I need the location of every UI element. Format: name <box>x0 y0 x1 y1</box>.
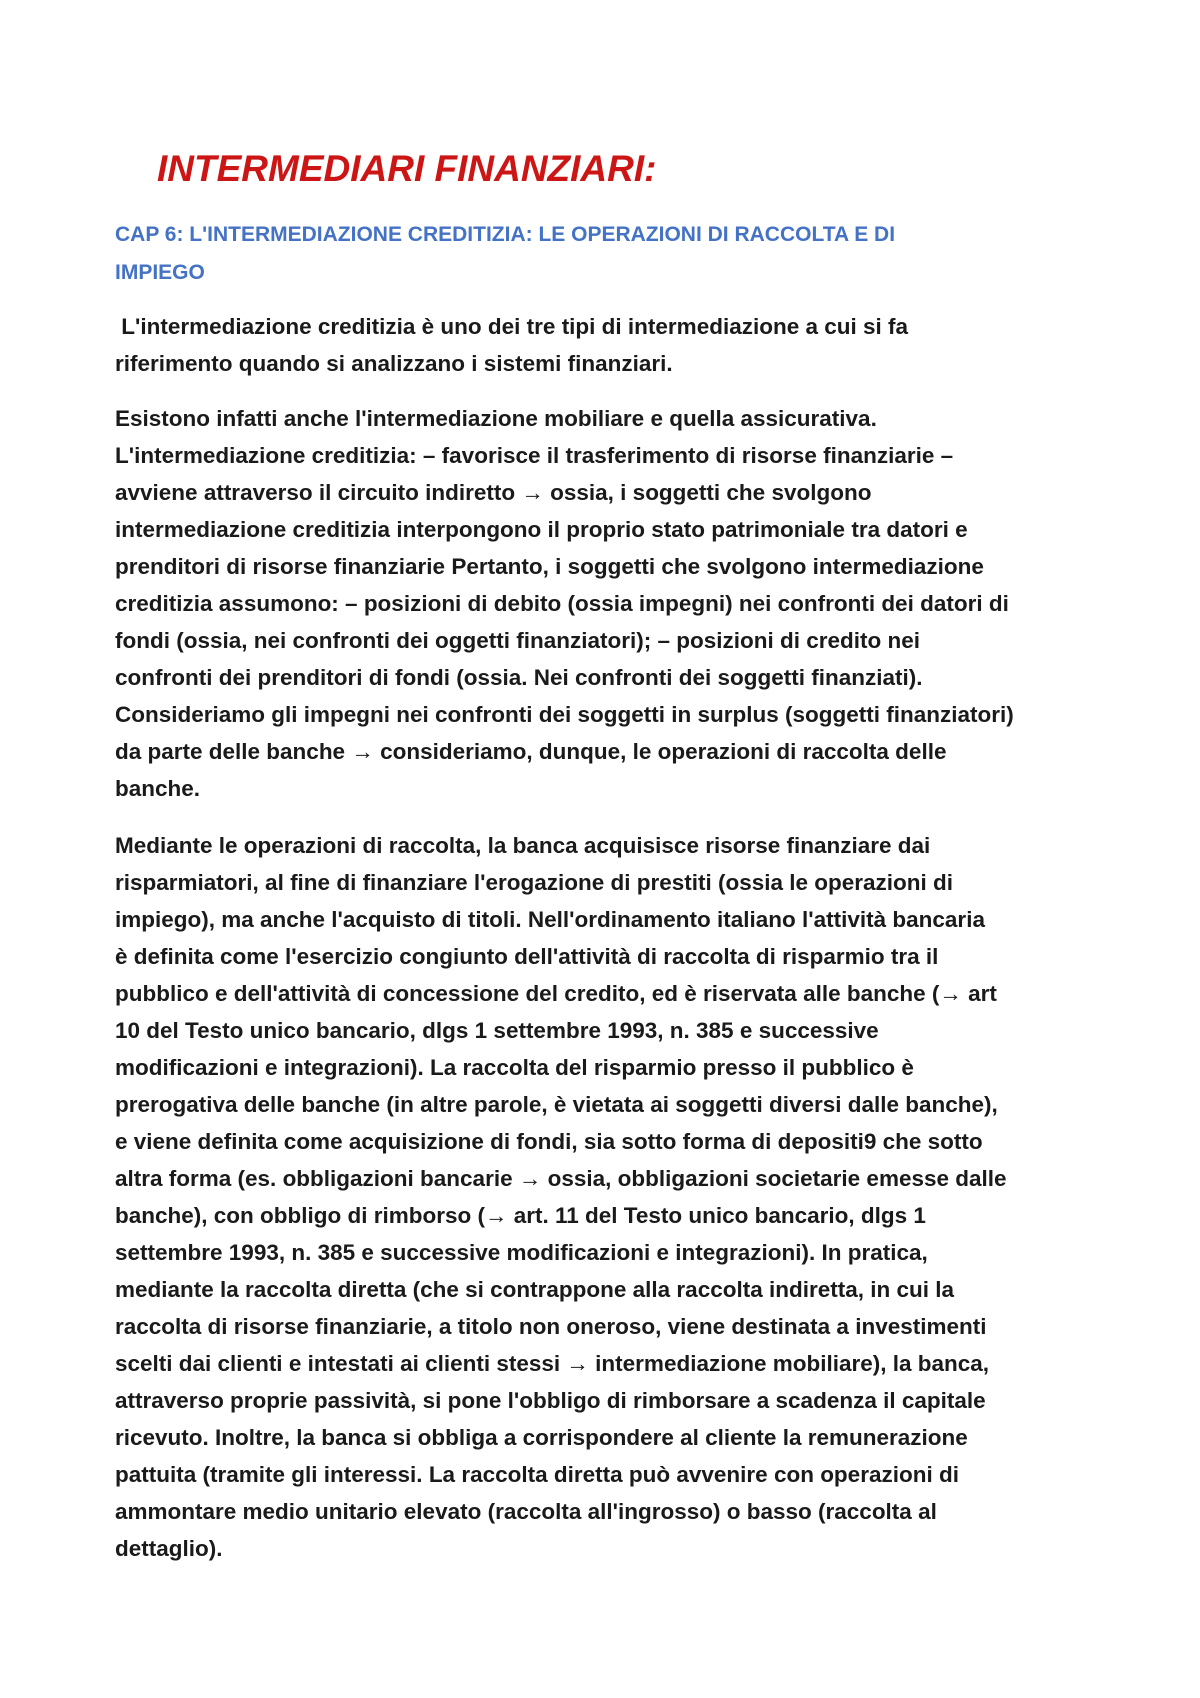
paragraph-line: mediante la raccolta diretta (che si contrappone alla raccolta indiretta, in cui la <box>115 1277 955 1302</box>
paragraph-line: raccolta di risorse finanziarie, a titolo non oneroso, viene destinata a investimenti <box>115 1314 987 1339</box>
paragraph-line: modificazioni e integrazioni). La raccolta del risparmio presso il pubblico è <box>115 1055 914 1080</box>
paragraph-line: avviene attraverso il circuito indiretto → ossia, i soggetti che svolgono <box>115 480 872 505</box>
paragraph-line: creditizia assumono: – posizioni di debito (ossia impegni) nei confronti dei datori di <box>115 591 1009 616</box>
chapter-heading-line: CAP 6: L'INTERMEDIAZIONE CREDITIZIA: LE OPERAZIONI DI RACCOLTA E DI <box>115 223 896 246</box>
chapter-heading-line: IMPIEGO <box>115 261 205 284</box>
paragraph-line: prerogativa delle banche (in altre parole, è vietata ai soggetti diversi dalle banche), <box>115 1092 998 1117</box>
paragraph-line: e viene definita come acquisizione di fondi, sia sotto forma di depositi9 che sotto <box>115 1129 983 1154</box>
paragraph-line: Consideriamo gli impegni nei confronti dei soggetti in surplus (soggetti finanziatori) <box>115 702 1014 727</box>
paragraph-line: è definita come l'esercizio congiunto dell'attività di raccolta di risparmio tra il <box>115 944 939 969</box>
paragraph-line: L'intermediazione creditizia è uno dei tre tipi di intermediazione a cui si fa <box>115 314 909 339</box>
paragraph-line: ricevuto. Inoltre, la banca si obbliga a corrispondere al cliente la remunerazione <box>115 1425 968 1450</box>
paragraph-line: confronti dei prenditori di fondi (ossia. Nei confronti dei soggetti finanziati). <box>115 665 923 690</box>
paragraph-line: riferimento quando si analizzano i sistemi finanziari. <box>115 351 673 376</box>
paragraph-line: 10 del Testo unico bancario, dlgs 1 settembre 1993, n. 385 e successive <box>115 1018 879 1043</box>
paragraph-line: Esistono infatti anche l'intermediazione mobiliare e quella assicurativa. <box>115 406 877 431</box>
paragraph-line: scelti dai clienti e intestati ai clienti stessi → intermediazione mobiliare), la banca, <box>115 1351 990 1376</box>
paragraph-line: settembre 1993, n. 385 e successive modificazioni e integrazioni). In pratica, <box>115 1240 928 1265</box>
paragraph-line: banche. <box>115 776 201 801</box>
paragraph-line: banche), con obbligo di rimborso (→ art. 11 del Testo unico bancario, dlgs 1 <box>115 1203 926 1228</box>
document-title: INTERMEDIARI FINANZIARI: <box>157 148 657 189</box>
chapter-heading <box>115 216 1075 292</box>
paragraph-intro <box>115 308 1115 382</box>
paragraph-line: da parte delle banche → consideriamo, dunque, le operazioni di raccolta delle <box>115 739 947 764</box>
paragraph-line: ammontare medio unitario elevato (raccolta all'ingrosso) o basso (raccolta al <box>115 1499 937 1524</box>
paragraph-raccolta <box>115 827 1115 1567</box>
paragraph-line: dettaglio). <box>115 1536 223 1561</box>
paragraph-line: risparmiatori, al fine di finanziare l'erogazione di prestiti (ossia le operazioni di <box>115 870 954 895</box>
paragraph-line: attraverso proprie passività, si pone l'obbligo di rimborsare a scadenza il capitale <box>115 1388 986 1413</box>
paragraph-line: pubblico e dell'attività di concessione del credito, ed è riservata alle banche (→ art <box>115 981 997 1006</box>
paragraph-line: L'intermediazione creditizia: – favorisce il trasferimento di risorse finanziarie – <box>115 443 954 468</box>
paragraph-line: intermediazione creditizia interpongono il proprio stato patrimoniale tra datori e <box>115 517 968 542</box>
paragraph-line: altra forma (es. obbligazioni bancarie → ossia, obbligazioni societarie emesse dalle <box>115 1166 1007 1191</box>
paragraph-line: Mediante le operazioni di raccolta, la banca acquisisce risorse finanziare dai <box>115 833 931 858</box>
paragraph-line: impiego), ma anche l'acquisto di titoli. Nell'ordinamento italiano l'attività bancaria <box>115 907 985 932</box>
paragraph-definition <box>115 400 1115 807</box>
paragraph-line: pattuita (tramite gli interessi. La raccolta diretta può avvenire con operazioni di <box>115 1462 959 1487</box>
paragraph-line: fondi (ossia, nei confronti dei oggetti finanziatori); – posizioni di credito nei <box>115 628 921 653</box>
paragraph-line: prenditori di risorse finanziarie Pertanto, i soggetti che svolgono intermediazione <box>115 554 984 579</box>
